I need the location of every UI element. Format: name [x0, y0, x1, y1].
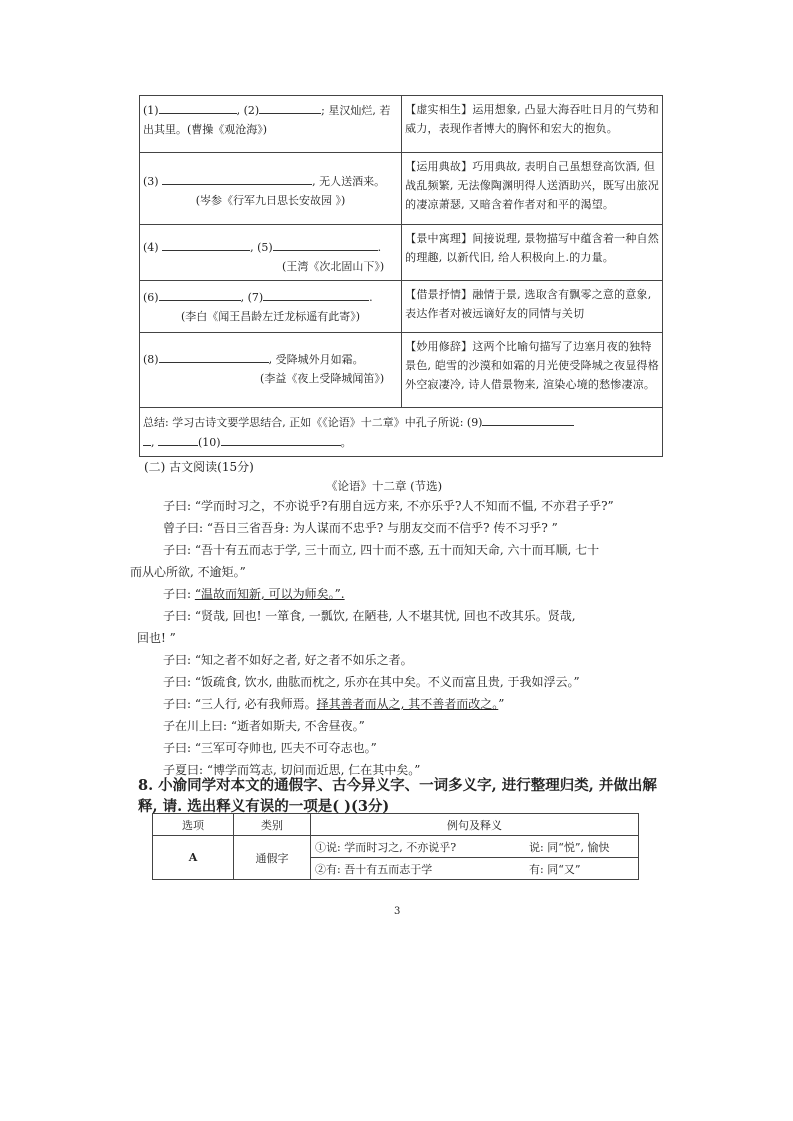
answer-blank-6[interactable]: [159, 287, 241, 301]
table-row: [140, 153, 663, 225]
answer-blank-4[interactable]: [162, 237, 250, 251]
options-table: [152, 813, 639, 880]
answer-blank-9[interactable]: [482, 412, 574, 426]
answer-blank-10[interactable]: [221, 432, 341, 446]
table-row: [140, 225, 663, 281]
underlined-sentence: 择其善者而从之, 其不善者而改之。: [316, 697, 499, 711]
option-a-category: 通假字: [234, 836, 311, 880]
passage-line: 子曰: “知之者不如好之者, 好之者不如乐之者。: [163, 653, 413, 667]
summary-cell: 总结: 学习古诗文要学思结合, 正如《《论语》十二章》中孔子所说: (9) , (10) 。: [140, 408, 663, 457]
passage-line: 子曰: “三军可夺帅也, 匹夫不可夺志也。”: [163, 741, 377, 755]
passage-line: 子曰: “温故而知新, 可以为师矣。”.: [163, 587, 345, 601]
passage-title: 《论语》十二章 (节选): [326, 479, 443, 493]
page-number: 3: [394, 906, 401, 917]
passage-line: 子曰: “学而时习之，不亦说乎?有朋自远方来, 不亦乐乎?人不知而不愠, 不亦君子乎?”: [163, 499, 614, 513]
question-cell: (1) , (2) ; 星汉灿烂, 若 出其里。(曹操《观沧海》): [140, 96, 402, 153]
section-heading: (二) 古文阅读(15分): [144, 460, 254, 474]
table-row: [140, 96, 663, 153]
answer-blank-2[interactable]: [259, 100, 321, 114]
answer-blank-8[interactable]: [159, 349, 269, 363]
question-cell: (4) , (5) . (王湾《次北固山下》): [140, 225, 402, 281]
note-cell: 【虚实相生】运用想象, 凸显大海吞吐日月的气势和威力，表现作者博大的胸怀和宏大的抱负。: [402, 96, 663, 153]
passage-line: 子在川上曰: “逝者如斯夫, 不舍昼夜。”: [163, 719, 365, 733]
passage-line: 子曰: “贤哉, 回也! 一箪食, 一瓢饮, 在陋巷, 人不堪其忧, 回也不改其乐。贤哉,: [163, 609, 576, 623]
passage-line: 曾子曰: “吾日三省吾身: 为人谋而不忠乎? 与朋友交而不信乎? 传不习乎? ”: [163, 521, 558, 535]
answer-blank-9b[interactable]: [158, 432, 198, 446]
passage-line: 子曰: “吾十有五而志于学, 三十而立, 四十而不惑, 五十而知天命, 六十而耳顺, 七十: [163, 543, 600, 557]
summary-row: [140, 408, 663, 457]
header-examples: 例句及释义: [311, 814, 639, 836]
note-cell: 【景中寓理】间接说理, 景物描写中蕴含着一种自然的理趣, 以新代旧, 给人积极向上.的力量。: [402, 225, 663, 281]
answer-blank-5[interactable]: [273, 237, 378, 251]
question-cell: (8) , 受降城外月如霜。 (李益《夜上受降城闻笛》): [140, 333, 402, 408]
passage-line: 子夏曰: “博学而笃志, 切问而近思, 仁在其中矣。”: [163, 763, 421, 777]
answer-blank-7[interactable]: [263, 287, 369, 301]
note-cell: 【借景抒情】融情于景, 选取含有飘零之意的意象, 表达作者对被远谪好友的同情与关切: [402, 281, 663, 333]
passage-line: 而从心所欲, 不逾矩。”: [130, 565, 246, 579]
question-8-line-2: 释, 请. 选出释义有误的一项是( )(3分): [138, 798, 390, 815]
header-category: 类别: [234, 814, 311, 836]
table-row: [140, 333, 663, 408]
answer-blank-1[interactable]: [159, 100, 237, 114]
answer-blank-3[interactable]: [162, 171, 312, 185]
table-row: [140, 281, 663, 333]
passage-line: 子曰: “三人行, 必有我师焉。择其善者而从之, 其不善者而改之。”: [163, 697, 505, 711]
question-8-line-1: 8. 小渝同学对本文的通假字、古今异义字、一词多义字, 进行整理归类, 并做出解: [138, 777, 657, 794]
table-header-row: [153, 814, 639, 836]
note-cell: 【运用典故】巧用典故, 表明自己虽想登高饮酒, 但战乱频繁, 无法像陶渊明得人送酒助兴，既写出旅况的凄凉萧瑟, 又暗含着作者对和平的渴望。: [402, 153, 663, 225]
passage-line: 子曰: “饭疏食, 饮水, 曲肱而枕之, 乐亦在其中矣。不义而富且贵, 于我如浮云。”: [163, 675, 580, 689]
question-cell: (3) , 无人送酒来。 (岑参《行军九日思长安故园 》): [140, 153, 402, 225]
passage-line: 回也! ”: [137, 631, 176, 645]
answer-blank-9-tail: [143, 432, 151, 446]
option-a-example-2: ②有: 吾十有五而志于学 有: 同“又”: [311, 858, 639, 880]
fill-in-table: [139, 95, 663, 457]
table-row: [153, 836, 639, 858]
question-cell: (6) , (7) . (李白《闻王昌龄左迁龙标遥有此寄》): [140, 281, 402, 333]
header-option: 选项: [153, 814, 234, 836]
note-cell: 【妙用修辞】这两个比喻句描写了边塞月夜的独特景色, 皑雪的沙漠和如霜的月光使受降城之夜显得格外空寂凄冷, 诗人借景物来, 渲染心境的愁惨凄凉。: [402, 333, 663, 408]
option-a-label[interactable]: A: [153, 836, 234, 880]
option-a-example-1: ①说: 学而时习之, 不亦说乎? 说: 同“悦”, 愉快: [311, 836, 639, 858]
